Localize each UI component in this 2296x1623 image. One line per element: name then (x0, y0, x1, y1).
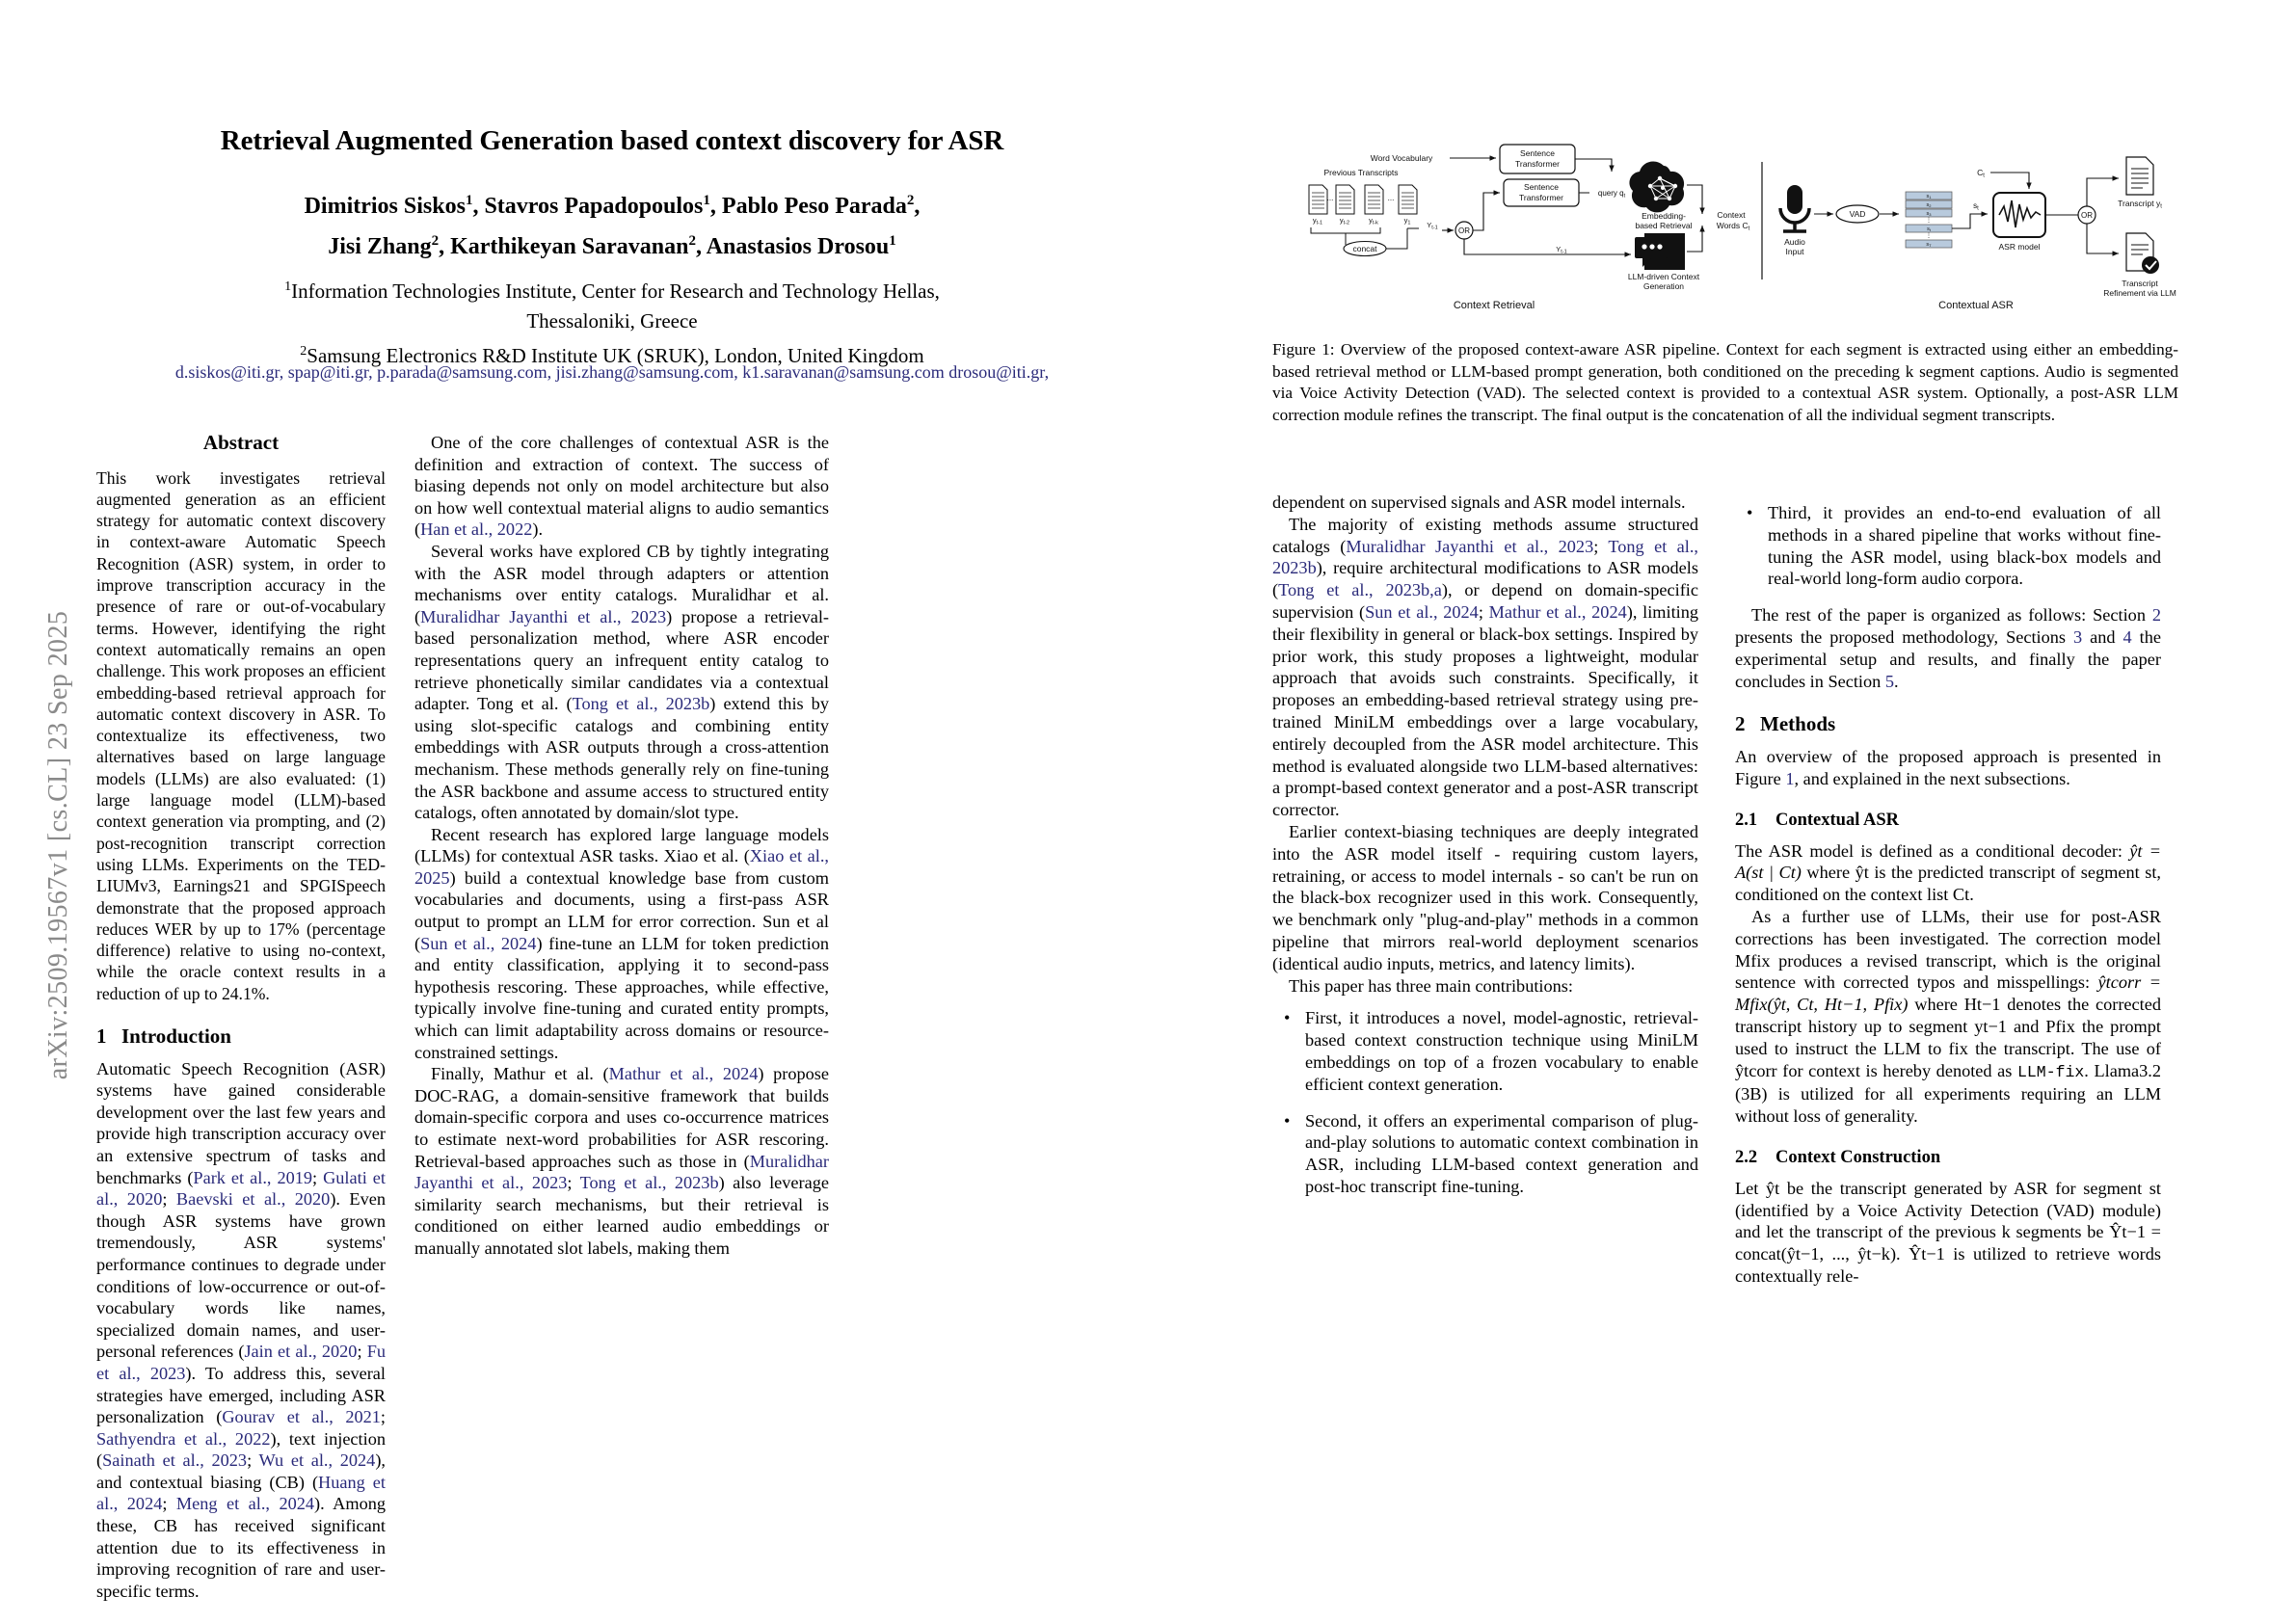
citation-link[interactable]: Tong et al., 2023b (572, 694, 710, 714)
citation-link[interactable]: Xiao et al., 2025 (414, 846, 829, 888)
affiliations (96, 272, 1128, 371)
abstract-heading: Abstract (202, 431, 280, 454)
intro-paragraph-1 (96, 1058, 386, 1603)
figure-icon-embedding-retrieval (1629, 161, 1684, 212)
subsection-number: 2.2 (1735, 1147, 1758, 1167)
svg-text:Input: Input (1785, 247, 1804, 256)
list-item: • Second, it offers an experimental comparison of plug-and-play solutions to automatic context combination in ASR, including LLM-based context generation and post-hoc transcript fine-tuning. (1301, 1110, 1698, 1198)
section-title: Methods (1760, 712, 1836, 736)
text-run: . (1894, 671, 1899, 691)
svg-text:Transcript yt: Transcript yt (2118, 199, 2162, 210)
list-item: • Third, it provides an end-to-end evaluation of all methods in a shared pipeline that works without fine-tuning the ASR model, using black-box models and real-world long-form audio corpora. (1764, 502, 2161, 590)
svg-text:Sentence: Sentence (1524, 182, 1559, 192)
svg-text:Sentence: Sentence (1520, 148, 1555, 158)
figure-label-query-q: query qt (1597, 189, 1626, 200)
sub21-paragraph-1 (1735, 840, 2161, 906)
text-run: Recent research has explored large language models (LLMs) for contextual ASR tasks. Xiao et al. ( (414, 824, 829, 866)
svg-text:Transcript: Transcript (2122, 279, 2158, 288)
svg-text:Transformer: Transformer (1515, 159, 1560, 169)
figure-caption-text: Overview of the proposed context-aware ASR pipeline. Context for each segment is extracted using either an embedding-based retrieval method or LLM-based prompt generation, both conditioned on the preceding k segment captions. Audio is segmented via Voice Activity Detection (VAD). The selected context is provided to a contextual ASR system. Optionally, a post-ASR LLM correction module refines the transcript. The final output is the concatenation of all the individual segment transcripts. (1272, 340, 2178, 424)
figure-label-or-right: OR (2081, 211, 2093, 220)
text-run: ; (247, 1450, 259, 1471)
svg-text:Yt-1: $Y_{t-1}$ (1427, 221, 1438, 231)
svg-text:Embedding-: Embedding- (1642, 211, 1686, 221)
figure-icon-llm-context-generation (1635, 233, 1685, 270)
text-run: Automatic Speech Recognition (ASR) systems have gained considerable development over the last few years and provide high transcription accuracy over an extensive spectrum of tasks and benchmarks ( (96, 1058, 386, 1187)
column-abstract-intro (96, 432, 386, 1602)
svg-text:Audio: Audio (1784, 237, 1805, 247)
sub21-paragraph-2 (1735, 906, 2161, 1128)
svg-text:Context: Context (1717, 210, 1746, 220)
rcol1-paragraph-4: This paper has three main contributions: (1289, 975, 1573, 996)
svg-text:sT: sT (1926, 242, 1932, 248)
svg-text:yt-1: $y_{t-1}$ (1312, 216, 1323, 226)
figure-label-asr-model: ASR model (1998, 242, 2041, 252)
text-run: Finally, Mathur et al. ( (431, 1064, 609, 1084)
section-ref-link[interactable]: 3 (2073, 626, 2083, 647)
col2-paragraph-4 (414, 1063, 829, 1259)
figure-caption-label: Figure 1: (1272, 340, 1335, 359)
svg-text:Words Ct: Words Ct (1716, 221, 1750, 232)
citation-link[interactable]: Tong et al., 2023b (1272, 536, 1698, 578)
text-run: ; (162, 1494, 176, 1514)
affiliation-1: $^1$Information Technologies Institute, Center for Research and Technology Hellas, (284, 279, 940, 303)
citation-link[interactable]: Muralidhar Jayanthi et al., 2023 (1346, 536, 1594, 556)
svg-text:s1: s1 (1926, 194, 1932, 200)
figure-1-caption (1272, 339, 2178, 426)
text-run: The majority of existing methods assume structured catalogs ( (1272, 514, 1698, 556)
figure-label-word-vocabulary: Word Vocabulary (1370, 153, 1433, 163)
equation-inline-1: ŷt = A(st | Ct) (1735, 840, 2161, 883)
figure-label-vad: VAD (1849, 209, 1866, 219)
rcol1-paragraph-3: Earlier context-biasing techniques are deeply integrated into the ASR model itself - requiring custom layers, retraining, or access to model internals - so can't be run on the black-box recognizer used in this work. Consequently, we benchmark only "plug-and-play" methods in a common pipeline that mirrors real-world deployment scenarios (identical audio inputs, metrics, and latency limits). (1272, 821, 1698, 973)
subsection-title: Contextual ASR (1775, 810, 1899, 830)
section-ref-link[interactable]: 5 (1884, 671, 1895, 691)
col2-paragraph-3 (414, 824, 829, 1064)
text-run: and (2082, 626, 2123, 647)
section-heading-methods (1735, 713, 2161, 735)
subsection-heading-context-construction (1735, 1147, 2161, 1169)
author-line-1: Dimitrios Siskos$^1$, Stavros Papadopoulos$^1$, Pablo Peso Parada$^2$, (304, 193, 921, 219)
paper-right-half (1272, 0, 2178, 1623)
text-run: ). (532, 519, 544, 540)
figure-1-diagram (1272, 125, 2178, 323)
svg-text:based Retrieval: based Retrieval (1635, 221, 1693, 230)
text-run: As a further use of LLMs, their use for post-ASR corrections has been investigated. The correction model Mfix produces a revised transcript, which is the original sentence with corrected typos and misspellings: (1735, 906, 2161, 993)
figure-ref-link[interactable]: 1 (1785, 768, 1795, 788)
col2-paragraph-1 (414, 432, 829, 541)
text-run: ; (567, 1173, 580, 1193)
citation-link[interactable]: Muralidhar Jayanthi et al., 2023 (420, 606, 667, 626)
citation-link[interactable]: Sainath et al., 2023 (102, 1450, 248, 1471)
citation-link[interactable]: Tong et al., 2023b (579, 1173, 719, 1193)
section-ref-link[interactable]: 4 (2122, 626, 2132, 647)
figure-label-or-left: OR (1458, 226, 1470, 235)
abstract-body: This work investigates retrieval augmented generation as an efficient strategy for automatic context discovery in context-aware Automatic Speech Recognition (ASR) system, in order to improve transcription accuracy in the presence of rare or out-of-vocabulary terms. However, identifying the right context automatically remains an open challenge. This work proposes an efficient embedding-based retrieval approach for automatic context discovery in ASR. To contextualize its effectiveness, two alternatives based on large language models (LLMs) are also evaluated: (1) large language model (LLM)-based context generation via prompting, and (2) post-recognition transcript correction using LLMs. Experiments on the TED-LIUMv3, Earnings21 and SPGISpeech demonstrate that the proposed approach reduces WER by up to 17% (percentage difference) relative to using no-context, while the oracle context results in a reduction of up to 24.1%. (96, 467, 386, 1003)
text-run: ). Among these, CB has received significant attention due to its effectiveness in improving recognition of rare and user-specific terms. (96, 1494, 386, 1601)
subsection-title: Context Construction (1775, 1147, 1941, 1167)
figure-label-concat: concat (1352, 244, 1377, 253)
figure-icon-microphone (1780, 185, 1809, 231)
citation-link[interactable]: Han et al., 2022 (420, 519, 533, 540)
affiliation-2: $^2$Samsung Electronics R&D Institute UK (SRUK), London, United Kingdom (300, 344, 924, 367)
svg-text:st: st (1973, 201, 1979, 212)
text-run: where ŷt is the predicted transcript of segment st, conditioned on the context list Ct. (1735, 863, 2161, 905)
text-run: An overview of the proposed approach is presented in Figure (1735, 747, 2161, 788)
citation-link[interactable]: Mathur et al., 2024 (608, 1064, 759, 1084)
citation-link[interactable]: Park et al., 2019 (193, 1167, 313, 1187)
text-run: ) fine-tune an LLM for token prediction and entity classification, applying it to second-pass hypothesis rescoring. These approaches, while effective, typically involve fine-tuning and curated entity prompts, which can limit adaptability across domains or resource-constrained settings. (414, 933, 829, 1062)
svg-text:LLM-driven Context: LLM-driven Context (1627, 272, 1700, 281)
citation-link[interactable]: Gulati et al., 2020 (96, 1167, 386, 1210)
svg-text:Generation: Generation (1642, 281, 1685, 291)
author-line-2: Jisi Zhang$^2$, Karthikeyan Saravanan$^2$, Anastasios Drosou$^1$ (328, 233, 896, 259)
affiliation-1-city: Thessaloniki, Greece (526, 309, 698, 333)
contributions-list-continued (1735, 502, 2161, 590)
text-run: . Llama3.2 (3B) is utilized for all experiments requiring an LLM without loss of generality. (1735, 1060, 2162, 1127)
text-run: ) extend this by using slot-specific catalogs and combining entity embeddings with ASR outputs through a cross-attention mechanism. These methods generally rely on fine-tuning the ASR backbone and assume access to structured entity catalogs, often annotated by domain/slot type. (414, 694, 829, 823)
text-run: ; (1593, 536, 1609, 556)
svg-text:⋮: ⋮ (1926, 218, 1932, 224)
text-run: ), require architectural modifications to ASR models ( (1272, 558, 1698, 600)
citation-link[interactable]: Tong et al., 2023b,a (1278, 580, 1442, 600)
citation-link[interactable]: Fu et al., 2023 (96, 1342, 387, 1383)
author-emails[interactable]: d.siskos@iti.gr, spap@iti.gr, p.parada@samsung.com, jisi.zhang@samsung.com, k1.saravanan@samsung.com drosou@iti.gr, (174, 362, 1050, 382)
svg-text:s3: s3 (1926, 211, 1932, 217)
inline-code-llm-fix: LLM-fix (2016, 1062, 2085, 1081)
paper-left-half (96, 0, 1128, 1623)
rcol1-paragraph-1: dependent on supervised signals and ASR model internals. (1272, 492, 1686, 512)
rcol2-paragraph-organization (1735, 604, 2161, 692)
svg-text:Transformer: Transformer (1519, 193, 1563, 202)
citation-link[interactable]: Sun et al., 2024 (1365, 601, 1479, 622)
svg-text:⋮: ⋮ (1926, 233, 1932, 239)
svg-text:...: ... (1387, 194, 1395, 202)
citation-link[interactable]: Sun et al., 2024 (420, 933, 537, 953)
text-run: , and explained in the next subsections. (1794, 768, 2070, 788)
text-run: presents the proposed methodology, Sections (1735, 626, 2074, 647)
text-run: ; (1478, 601, 1489, 622)
text-run: ). To address this, several strategies have emerged, including ASR personalization ( (96, 1363, 386, 1427)
rcol1-paragraph-2 (1272, 514, 1698, 821)
text-run: ) also leverage similarity search mechanisms, but their retrieval is conditioned on either learned audio embeddings or manually annotated slot labels, making them (414, 1173, 829, 1258)
text-run: ) propose a retrieval-based personalization method, where ASR encoder representations query an infrequent entity catalog to retrieve phonetically similar candidates via a contextual adapter. Tong et al. ( (414, 606, 829, 714)
text-run: Several works have explored CB by tightly integrating with the ASR model through adapters or attention mechanisms over entity catalogs. Muralidhar et al. ( (414, 541, 829, 626)
equation-inline-2: ŷtcorr = Mfix(ŷt, Ct, Ht−1, Pfix) (1735, 972, 2161, 1015)
svg-text:yt-2: $y_{t-2}$ (1339, 216, 1350, 226)
svg-text:s2: s2 (1926, 202, 1932, 208)
citation-link[interactable]: Meng et al., 2024 (175, 1494, 315, 1514)
text-run: The ASR model is defined as a conditional decoder: (1735, 840, 2130, 861)
column-contributions (1272, 492, 1698, 1212)
column-related-work (414, 432, 829, 1260)
section-heading-introduction (96, 1025, 386, 1048)
text-run: the experimental setup and results, and finally the paper concludes in Section (1735, 626, 2161, 691)
svg-text:Ct: Ct (1977, 168, 1985, 179)
text-run: ), text injection ( (96, 1428, 386, 1471)
section-ref-link[interactable]: 2 (2151, 605, 2161, 625)
citation-link[interactable]: Jain et al., 2020 (244, 1342, 358, 1362)
contributions-list (1272, 1007, 1698, 1197)
text-run: The rest of the paper is organized as follows: Section (1751, 605, 2152, 625)
citation-link[interactable]: Huang et al., 2024 (96, 1472, 386, 1514)
section-title: Introduction (121, 1024, 231, 1049)
citation-link[interactable]: Gourav et al., 2021 (222, 1407, 381, 1427)
column-methods (1735, 492, 2161, 1288)
subsection-heading-contextual-asr (1735, 810, 2161, 832)
figure-label-contextual-asr: Contextual ASR (1938, 300, 2014, 311)
author-list (96, 183, 1128, 264)
svg-text:y1: $y_1$ (1403, 216, 1411, 226)
citation-link[interactable]: Wu et al., 2024 (258, 1450, 376, 1471)
svg-text:Refinement via LLM: Refinement via LLM (2103, 288, 2176, 298)
subsection-number: 2.1 (1735, 810, 1758, 830)
figure-label-context-retrieval: Context Retrieval (1453, 300, 1535, 311)
svg-text:Yt-1: $Y_{t-1}$ (1556, 245, 1567, 255)
citation-link[interactable]: Muralidhar Jayanthi et al., 2023 (414, 1151, 829, 1193)
citation-link[interactable]: Sathyendra et al., 2022 (96, 1428, 271, 1449)
text-run: where Ht−1 denotes the corrected transcript history up to segment yt−1 and Pfix the prompt used to instruct the LLM to fix the transcript. The use of ŷtcorr for context is hereby denoted as (1735, 995, 2161, 1080)
svg-text:st: st (1927, 226, 1931, 232)
text-run: ) build a contextual knowledge base from custom vocabularies and documents, using a first-pass ASR output to prompt an LLM for error correction. Sun et al ( (414, 867, 829, 953)
section-number: 1 (96, 1024, 107, 1049)
citation-link[interactable]: Baevski et al., 2020 (175, 1189, 331, 1210)
text-run: One of the core challenges of contextual ASR is the definition and extraction of context. The success of biasing depends not only on model architecture but also on how well contextual material aligns to audio semantics ( (414, 433, 829, 540)
text-run: ; (380, 1407, 386, 1427)
figure-label-previous-transcripts: Previous Transcripts (1323, 168, 1399, 177)
text-run: ; (357, 1342, 367, 1362)
page-title: Retrieval Augmented Generation based context discovery for ASR (220, 125, 1004, 156)
text-run: ), and contextual biasing (CB) ( (96, 1450, 386, 1492)
citation-link[interactable]: Mathur et al., 2024 (1488, 601, 1627, 622)
section-number: 2 (1735, 712, 1746, 736)
text-run: ), or depend on domain-specific supervision ( (1272, 580, 1698, 622)
col2-paragraph-2 (414, 541, 829, 824)
methods-intro-paragraph (1735, 746, 2161, 790)
svg-text:...: ... (1326, 194, 1334, 202)
sub22-paragraph-1: Let ŷt be the transcript generated by ASR for segment st (identified by a Voice Activity Detection (VAD) module) and let the transcript of the previous k segments be Ŷt−1 = concat(ŷt−1, ..., ŷt−k). Ŷt−1 is utilized to retrieve words contextually rele- (1735, 1178, 2161, 1286)
text-run: ; (162, 1189, 176, 1210)
arxiv-stamp: arXiv:2509.19567v1 [cs.CL] 23 Sep 2025 (43, 610, 73, 1080)
text-run: ) propose DOC-RAG, a domain-sensitive framework that builds domain-specific corpora and uses co-occurrence matrices to estimate next-word probabilities for ASR rescoring. Retrieval-based approaches such as those in ( (414, 1064, 829, 1171)
svg-text:yt-k: $y_{t-k}$ (1369, 216, 1378, 226)
text-run: ; (312, 1167, 324, 1187)
text-run: ), limiting their flexibility in general or black-box settings. Inspired by prior work, this study proposes a lightweight, modular approach that avoids such constraints. Specifically, it proposes an embedding-based retrieval strategy using pre-trained MiniLM embeddings over a large vocabulary, entirely decoupled from the ASR model architecture. This method is evaluated alongside two LLM-based alternatives: a prompt-based context generator and a post-ASR transcript corrector. (1272, 601, 1699, 820)
text-run: ). Even though ASR systems have grown tremendously, ASR systems' performance continues to degrade under conditions of low-occurrence or out-of-vocabulary words like names, specialized domain names, and user-personal references ( (96, 1189, 386, 1362)
list-item: • First, it introduces a novel, model-agnostic, retrieval-based context construction technique using MiniLM embeddings on top of a frozen vocabulary to enable efficient context generation. (1301, 1007, 1698, 1095)
